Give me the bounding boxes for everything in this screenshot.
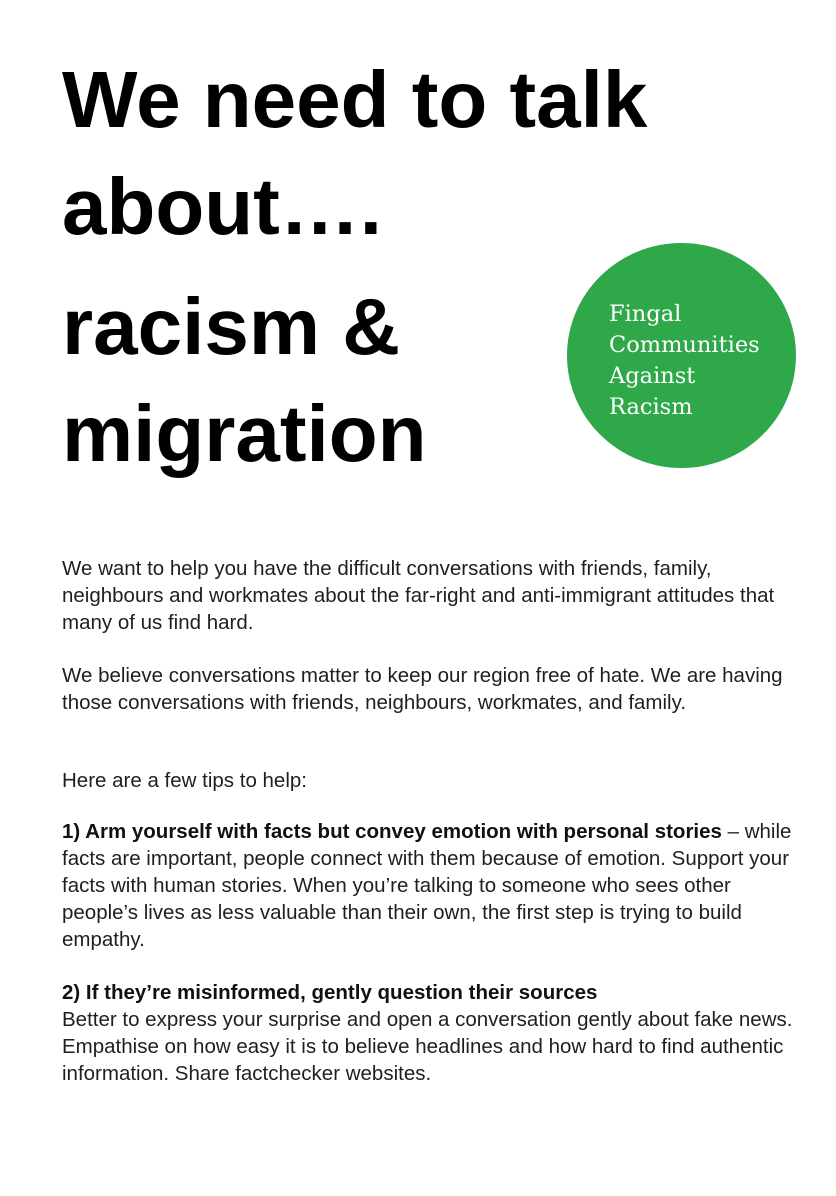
title-line-3: racism & (62, 282, 400, 371)
logo-line-2: Communities (609, 332, 760, 358)
intro-paragraph-2: We believe conversations matter to keep our region free of hate. We are having those conversations with friends, neighbours, workmates, and family. (62, 664, 783, 714)
tip-2-heading: 2) If they’re misinformed, gently question their sources (62, 981, 598, 1004)
title-line-1: We need to talk (62, 55, 648, 144)
logo-line-3: Against (609, 363, 696, 389)
logo-text (609, 299, 760, 423)
tips-intro: Here are a few tips to help: (62, 769, 307, 792)
fingal-communities-logo (567, 243, 796, 468)
intro-paragraph-1: We want to help you have the difficult conversations with friends, family, neighbours and workmates about the far-right and anti-immigrant attitudes that many of us find hard. (62, 557, 775, 634)
logo-line-4: Racism (609, 394, 693, 420)
tip-2-body: Better to express your surprise and open a conversation gently about fake news. Empathise on how easy it is to believe headlines and how hard to find authentic information. Share factchecker websites. (62, 1008, 793, 1085)
title-line-4: migration (62, 389, 427, 478)
title-line-2: about…. (62, 162, 382, 251)
tip-2 (62, 979, 802, 1087)
logo-line-1: Fingal (609, 301, 682, 327)
tip-1-body: – while facts are important, people connect with them because of emotion. Support your facts with human stories. When you’re talking to someone who sees other people’s lives as less valuable than their own, the first step is trying to build empathy. (62, 820, 792, 951)
tip-1 (62, 818, 802, 953)
tip-1-heading: 1) Arm yourself with facts but convey emotion with personal stories (62, 820, 722, 843)
